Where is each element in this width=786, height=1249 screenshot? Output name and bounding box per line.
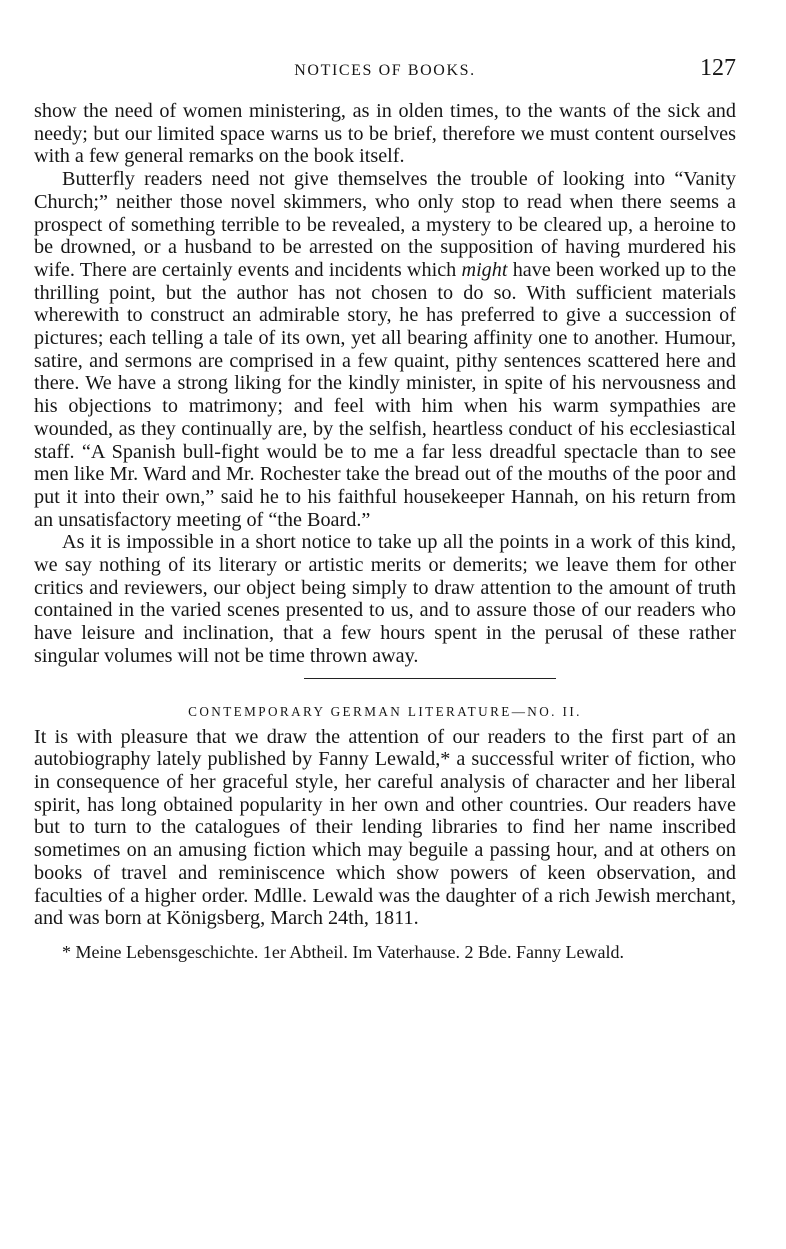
section-paragraph [34,726,736,930]
footnote: * Meine Lebensgeschichte. 1er Abtheil. Im Vaterhause. 2 Bde. Fanny Lewald. [62,941,625,962]
section-heading: CONTEMPORARY GERMAN LITERATURE—NO. II. [188,703,582,719]
body-text [34,100,736,963]
lead-word: It [34,725,47,748]
page-number: 127 [700,55,736,81]
review-paragraph-2 [34,168,736,531]
section-divider [304,678,556,679]
review-paragraph-2-part-b: have been worked up to the thrilling point, but the author has not chosen to do so. With sufficient materials wherewith to construct an admirable story, he has preferred to give a succession of pictures; each telling a tale of its own, yet all bearing affinity one to another. Humour, satire, and sermons are comprised in a few quaint, pithy sentences scattered here and there. We have a strong liking for the kindly minister, in spite of his nervousness and his objections to matrimony; and feel with him when his warm sympathies are wounded, as they continually are, by the selfish, heartless conduct of his ecclesiastical staff. “A Spanish bull-fight would be to me a far less dreadful spectacle than to see men like Mr. Ward and Mr. Rochester take the bread out of the mouths of the poor and put it into their own,” said he to his faithful housekeeper Hannah, on his return from an unsatisfactory meeting of “the Board.” [34,258,737,531]
section-paragraph-text: is with pleasure that we draw the attention of our readers to the first part of an autobiography lately published by Fanny Lewald,* a successful writer of fiction, who in consequence of her graceful style, her careful analysis of character and her liberal spirit, has long obtained popularity in her own and other countries. Our readers have but to turn to the catalogues of their lending libraries to find her name inscribed sometimes on an amusing fiction which may beguile a passing hour, and at others on books of travel and reminiscence which show powers of keen observation, and faculties of a higher order. Mdlle. Lewald was the daughter of a rich Jewish merchant, and was born at Königsberg, March 24th, 1811. [34,725,737,930]
running-head [34,56,736,86]
review-paragraph-1: show the need of women ministering, as in olden times, to the wants of the sick and needy; but our limited space warns us to be brief, therefore we must content ourselves with a few general remarks on the book itself. [34,100,736,168]
italic-word-might: might [461,258,508,281]
running-title: NOTICES OF BOOKS. [294,62,476,79]
review-paragraph-3: As it is impossible in a short notice to take up all the points in a work of this kind, we say nothing of its literary or artistic merits or demerits; we leave them for other critics and reviewers, our object being simply to draw attention to the amount of truth contained in the varied scenes presented to us, and to assure those of our readers who have leisure and inclination, that a few hours spent in the perusal of these rather singular volumes will not be time thrown away. [34,531,736,667]
review-paragraph-2-part-a: Butterfly readers need not give themselves the trouble of looking into “Vanity Church;” neither those novel skimmers, who only stop to read when there seems a prospect of something terrible to be revealed, a mystery to be cleared up, a heroine to be drowned, or a husband to be arrested on the supposition of having murdered his wife. There are certainly events and incidents which [34,168,736,281]
